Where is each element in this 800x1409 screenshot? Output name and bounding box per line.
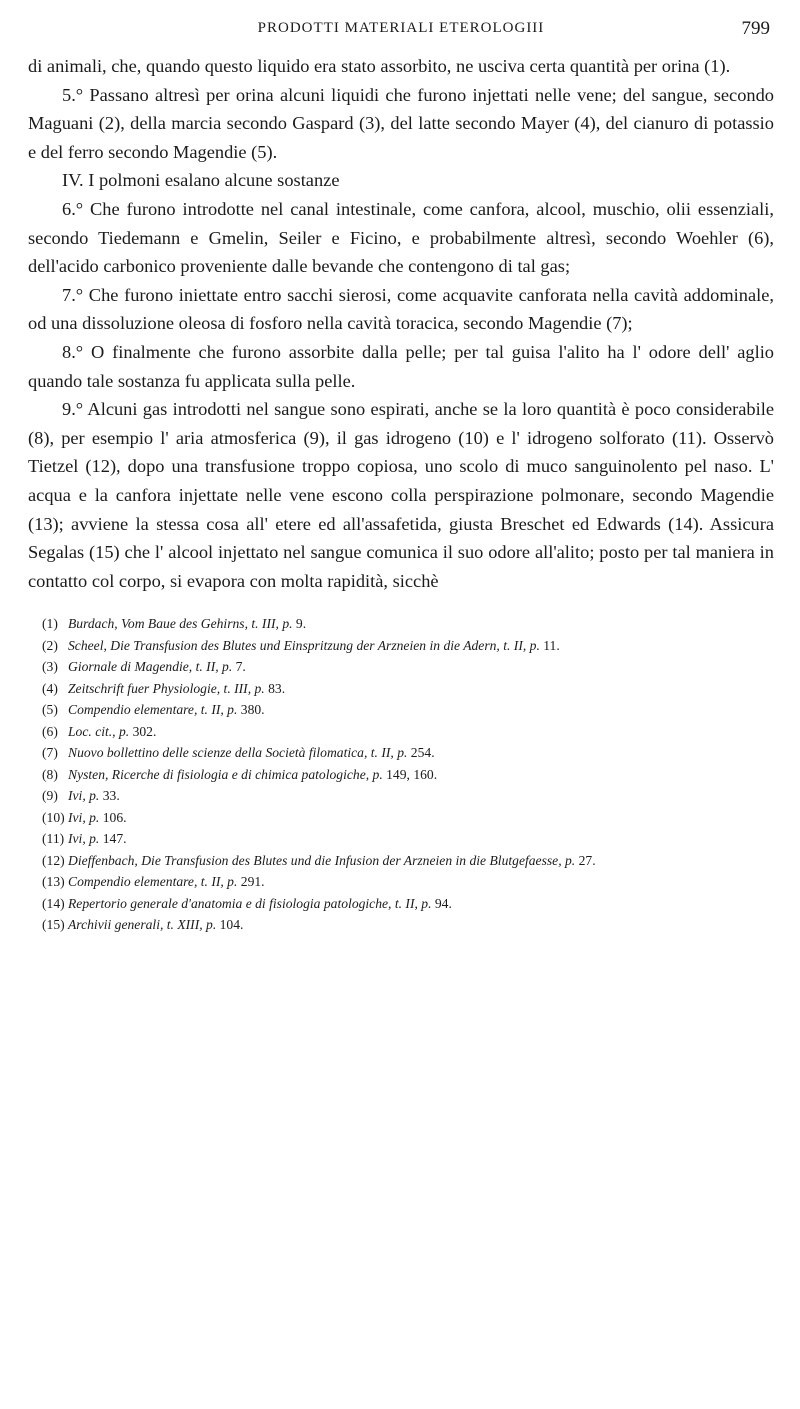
footnote-number: (6): [42, 723, 58, 739]
footnote-number: (9): [42, 788, 58, 804]
footnote-page: 149, 160.: [382, 766, 438, 782]
footnote-9: [28, 785, 774, 807]
footnote-number: (11): [42, 831, 65, 847]
footnote-citation: Loc. cit., p.: [68, 723, 130, 739]
footnote-citation: Burdach, Vom Baue des Gehirns, t. III, p.: [68, 616, 293, 632]
footnote-number: (8): [42, 766, 58, 782]
paragraph-6: 9.° Alcuni gas introdotti nel sangue sono espirati, anche se la loro quantità è poco considerabile (8), per esempio l' aria atmosferica (9), il gas idrogeno (10) e l' idrogeno solforato (11). Osservò Tietzel (12), dopo una transfusione troppo copiosa, uno scolo di muco sanguinolento pel naso. L' acqua e la canfora injettate nelle vene escono colla perspirazione polmonare, secondo Magendie (13); avviene la stessa cosa all' etere ed all'assafetida, giusta Breschet ed Edwards (14). Assicura Segalas (15) che l' alcool injettato nel sangue comunica il suo odore all'alito; posto per tal maniera in contatto col corpo, si evapora con molta rapidità, sicchè: [28, 399, 774, 591]
paragraph-2: 5.° Passano altresì per orina alcuni liquidi che furono injettati nelle vene; del sangue, secondo Maguani (2), della marcia secondo Gaspard (3), del latte secondo Mayer (4), del cianuro di potassio e del ferro secondo Magendie (5).: [28, 84, 774, 162]
footnote-number: (7): [42, 745, 58, 761]
footnote-page: 33.: [99, 788, 120, 804]
page-number: 799: [741, 18, 770, 39]
footnote-citation: Archivii generali, t. XIII, p.: [68, 917, 217, 933]
footnote-10: [28, 807, 774, 829]
footnote-citation: Ivi, p.: [68, 831, 100, 847]
footnote-number: (4): [42, 680, 58, 696]
footnote-citation: Nuovo bollettino delle scienze della Società filomatica, t. II, p.: [68, 745, 408, 761]
footnote-number: (2): [42, 637, 58, 653]
running-head: [28, 18, 774, 48]
paragraph-1: di animali, che, quando questo liquido era stato assorbito, ne usciva certa quantità per orina (1).: [28, 56, 731, 76]
footnote-15: [28, 914, 774, 936]
footnote-citation: Ivi, p.: [68, 809, 100, 825]
footnotes: [28, 613, 774, 936]
footnote-citation: Nysten, Ricerche di fisiologia e di chimica patologiche, p.: [68, 766, 383, 782]
footnote-3: [28, 656, 774, 678]
footnote-page: 254.: [407, 745, 435, 761]
paragraph-4: 7.° Che furono iniettate entro sacchi sierosi, come acquavite canforata nella cavità addominale, od una dissoluzione oleosa di fosforo nella cavità toracica, secondo Magendie (7);: [28, 284, 774, 334]
footnote-2: [28, 635, 774, 657]
footnote-page: 83.: [264, 680, 286, 696]
footnote-7: [28, 742, 774, 764]
paragraph-3: 6.° Che furono introdotte nel canal intestinale, come canfora, alcool, muschio, olii essenziali, secondo Tiedemann e Gmelin, Seiler e Ficino, e probabilmente altresì, secondo Woehler (6), dell'acido carbonico proveniente dalle bevande che contengono di tal gas;: [28, 198, 774, 277]
footnote-page: 147.: [99, 831, 127, 847]
footnote-number: (15): [42, 917, 65, 933]
footnote-11: [28, 828, 774, 850]
footnote-page: 380.: [237, 702, 265, 718]
footnote-citation: Giornale di Magendie, t. II, p.: [68, 659, 233, 675]
footnote-citation: Repertorio generale d'anatomia e di fisiologia patologiche, t. II, p.: [68, 895, 432, 911]
footnote-citation: Zeitschrift fuer Physiologie, t. III, p.: [68, 680, 265, 696]
footnote-6: [28, 721, 774, 743]
footnote-4: [28, 678, 774, 700]
footnote-page: 104.: [216, 917, 244, 933]
footnote-page: 106.: [99, 809, 127, 825]
body-text: [28, 52, 774, 595]
footnote-page: 302.: [129, 723, 157, 739]
footnote-page: 7.: [232, 659, 246, 675]
footnote-citation: Scheel, Die Transfusion des Blutes und Einspritzung der Arzneien in die Adern, t. II, p.: [68, 637, 540, 653]
footnote-page: 94.: [431, 895, 452, 911]
footnote-citation: Compendio elementare, t. II, p.: [68, 874, 238, 890]
footnote-1: [28, 613, 774, 635]
footnote-14: [28, 893, 774, 915]
footnote-citation: Dieffenbach, Die Transfusion des Blutes und die Infusion der Arzneien in die Blutgefaesse, p.: [68, 852, 576, 868]
footnote-citation: Compendio elementare, t. II, p.: [68, 702, 238, 718]
footnote-8: [28, 764, 774, 786]
footnote-5: [28, 699, 774, 721]
running-title: PRODOTTI MATERIALI ETEROLOGIII: [257, 20, 545, 36]
footnote-13: [28, 871, 774, 893]
footnote-page: 9.: [292, 616, 307, 632]
footnote-number: (3): [42, 659, 58, 675]
footnote-page: 291.: [237, 874, 265, 890]
footnote-page: 11.: [539, 637, 560, 653]
footnote-citation: Ivi, p.: [68, 788, 100, 804]
paragraph-5: 8.° O finalmente che furono assorbite dalla pelle; per tal guisa l'alito ha l' odore dell' aglio quando tale sostanza fu applicata sulla pelle.: [28, 341, 774, 391]
footnote-number: (5): [42, 702, 58, 718]
footnote-number: (1): [42, 616, 58, 632]
footnote-number: (14): [42, 895, 65, 911]
section-heading: IV. I polmoni esalano alcune sostanze: [62, 170, 340, 191]
footnote-number: (12): [42, 852, 65, 868]
footnote-number: (10): [42, 809, 65, 825]
footnote-number: (13): [42, 874, 65, 890]
footnote-12: [28, 850, 774, 872]
footnote-page: 27.: [575, 852, 596, 868]
